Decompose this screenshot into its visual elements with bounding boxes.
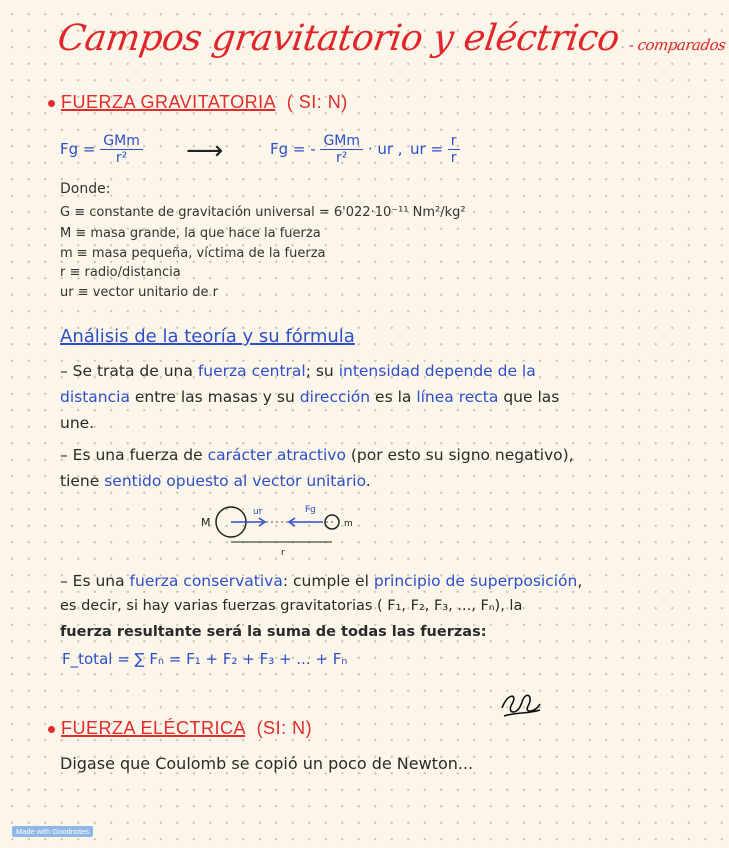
- analysis-p3-line1: [60, 572, 582, 590]
- unit-vec-numerator: r: [448, 133, 460, 150]
- unit-vec-lhs: ur =: [410, 140, 444, 158]
- vec-formula-lhs: Fg = -: [270, 140, 316, 158]
- donde-label: Donde:: [60, 181, 111, 197]
- formula-denominator: r²: [115, 150, 128, 166]
- grav-vector-formula: [270, 133, 403, 166]
- text-run: ; su: [305, 362, 339, 380]
- unit-vector-formula: [410, 133, 460, 166]
- text-run: fuerza central: [197, 362, 306, 380]
- bullet-icon: [48, 100, 55, 107]
- vec-formula-tail: · ur ,: [367, 140, 403, 158]
- goodnotes-watermark: Made with Goodnotes: [12, 826, 93, 837]
- analysis-heading: Análisis de la teoría y su fórmula: [60, 326, 355, 347]
- implies-arrow-icon: ⟶: [186, 136, 224, 166]
- sum-formula: F_total = ∑ Fₙ = F₁ + F₂ + F₃ + ... + Fₙ: [62, 650, 348, 668]
- diagram-label-ur: ur: [253, 507, 263, 517]
- text-run: principio de superposición: [373, 572, 578, 590]
- diagram-label-M: M: [201, 516, 211, 529]
- grav-formula: [60, 133, 143, 166]
- text-run: tiene: [60, 472, 105, 490]
- grav-heading-text: FUERZA GRAVITATORIA: [61, 92, 276, 112]
- text-run: carácter atractivo: [207, 446, 346, 464]
- elec-text: Digase que Coulomb se copió un poco de Newton...: [60, 754, 474, 773]
- analysis-p1-line2: [60, 388, 559, 406]
- elec-units: (SI: N): [256, 718, 313, 738]
- text-run: dirección: [299, 388, 371, 406]
- text-run: ,: [577, 572, 583, 590]
- vec-formula-numerator: GMm: [320, 133, 363, 150]
- vec-formula-denominator: r²: [336, 150, 348, 166]
- diagram-label-m: m: [344, 519, 353, 529]
- text-run: .: [365, 472, 371, 490]
- text-run: entre las masas y su: [129, 388, 300, 406]
- unit-vec-denominator: r: [450, 150, 457, 166]
- text-run: fuerza conservativa: [129, 572, 283, 590]
- def-r: r ≡ radio/distancia: [60, 265, 181, 280]
- title-note: - comparados: [627, 36, 727, 54]
- diagram-label-fg: Fg: [305, 505, 316, 515]
- bullet-icon: [48, 726, 55, 733]
- text-run: – Es una: [60, 572, 130, 590]
- vec-formula-fraction: [320, 133, 363, 166]
- text-run: intensidad depende de la: [338, 362, 536, 380]
- unit-vec-fraction: [448, 133, 460, 166]
- elec-heading-text: FUERZA ELÉCTRICA: [61, 718, 246, 738]
- formula-numerator: GMm: [100, 133, 143, 150]
- def-G: G ≡ constante de gravitación universal = 6'022·10⁻¹¹ Nm²/kg²: [60, 205, 466, 220]
- analysis-p1-line1: [60, 362, 536, 380]
- def-M: M ≡ masa grande, la que hace la fuerza: [60, 226, 321, 241]
- formula-lhs: Fg =: [60, 140, 96, 158]
- analysis-p2-line2: [60, 472, 371, 490]
- grav-units: ( SI: N): [286, 92, 348, 112]
- def-m: m ≡ masa pequeña, víctima de la fuerza: [60, 246, 326, 261]
- text-run: (por esto su signo negativo),: [345, 446, 574, 464]
- analysis-p2-line1: [60, 446, 574, 464]
- text-run: sentido opuesto al vector unitario: [104, 472, 366, 490]
- elec-heading: [48, 718, 312, 739]
- text-run: que las: [498, 388, 560, 406]
- text-run: – Se trata de una: [60, 362, 198, 380]
- analysis-p3-line2: es decir, si hay varias fuerzas gravitatorias ( F₁, F₂, F₃, ..., Fₙ), la: [60, 598, 523, 614]
- text-run: distancia: [60, 388, 130, 406]
- page-title: [55, 18, 729, 59]
- text-run: línea recta: [416, 388, 499, 406]
- force-diagram: [195, 500, 365, 560]
- text-run: – Es una fuerza de: [60, 446, 208, 464]
- formula-fraction: [100, 133, 143, 166]
- analysis-p3-line3: fuerza resultante será la suma de todas las fuerzas:: [60, 624, 487, 640]
- analysis-p1-line3: une.: [60, 414, 95, 432]
- title-text: Campos gravitatorio y eléctrico: [55, 18, 622, 59]
- grav-heading: [48, 92, 348, 113]
- diagram-label-r: r: [281, 548, 285, 558]
- text-run: : cumple el: [282, 572, 374, 590]
- def-ur: ur ≡ vector unitario de r: [60, 285, 219, 300]
- signature-icon: [498, 686, 544, 722]
- text-run: es la: [370, 388, 417, 406]
